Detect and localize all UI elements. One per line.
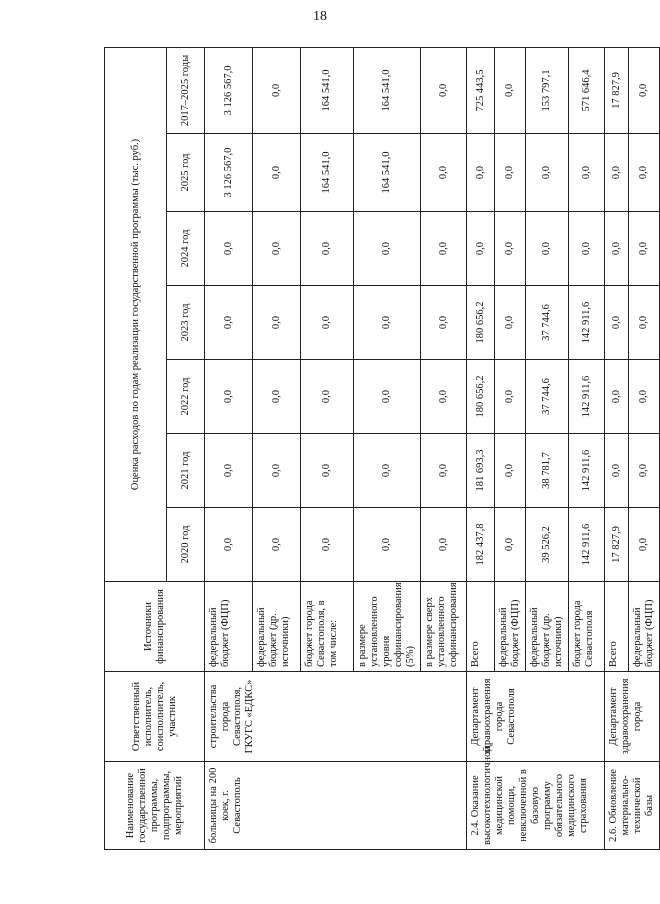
header-year: 2025 год bbox=[167, 134, 205, 212]
value-cell: 0,0 bbox=[495, 212, 526, 286]
source-cell: бюджет города Севастополя bbox=[569, 582, 605, 672]
table-row bbox=[205, 47, 253, 849]
value-cell: 0,0 bbox=[605, 212, 629, 286]
value-cell: 0,0 bbox=[629, 286, 660, 360]
header-year: 2022 год bbox=[167, 360, 205, 434]
value-cell: 0,0 bbox=[301, 286, 354, 360]
source-cell: федеральный бюджет (др. источники) bbox=[253, 582, 301, 672]
value-cell: 0,0 bbox=[301, 434, 354, 508]
value-cell: 142 911,6 bbox=[569, 508, 605, 582]
value-cell: 17 827,9 bbox=[605, 47, 629, 133]
value-cell: 0,0 bbox=[467, 212, 495, 286]
source-cell: Всего bbox=[605, 582, 629, 672]
value-cell: 0,0 bbox=[421, 47, 467, 133]
value-cell: 0,0 bbox=[354, 212, 421, 286]
value-cell: 182 437,8 bbox=[467, 508, 495, 582]
source-cell: федеральный бюджет (ФЦП) bbox=[205, 582, 253, 672]
block2-name: 2.4. Оказание высокотехнологичной медицинской помощи, невключенной в базовую программу обязательного медицинского страхования bbox=[467, 762, 605, 850]
value-cell: 0,0 bbox=[354, 286, 421, 360]
header-year: 2017–2025 годы bbox=[167, 47, 205, 133]
header-source: Источники финансирования bbox=[105, 582, 205, 672]
value-cell: 0,0 bbox=[205, 508, 253, 582]
value-cell: 0,0 bbox=[569, 212, 605, 286]
value-cell: 0,0 bbox=[605, 134, 629, 212]
value-cell: 0,0 bbox=[495, 134, 526, 212]
value-cell: 38 781,7 bbox=[526, 434, 569, 508]
page-number: 18 bbox=[313, 9, 327, 24]
value-cell: 0,0 bbox=[253, 434, 301, 508]
value-cell: 0,0 bbox=[629, 434, 660, 508]
rotated-table-container bbox=[104, 48, 655, 850]
header-year: 2021 год bbox=[167, 434, 205, 508]
value-cell: 0,0 bbox=[354, 360, 421, 434]
value-cell: 0,0 bbox=[354, 434, 421, 508]
value-cell: 39 526,2 bbox=[526, 508, 569, 582]
value-cell: 164 541,0 bbox=[354, 47, 421, 133]
value-cell: 0,0 bbox=[301, 508, 354, 582]
value-cell: 0,0 bbox=[495, 47, 526, 133]
value-cell: 0,0 bbox=[421, 212, 467, 286]
value-cell: 0,0 bbox=[354, 508, 421, 582]
block1-name: больницы на 200 коек, г. Севастополь bbox=[205, 762, 467, 850]
value-cell: 0,0 bbox=[205, 360, 253, 434]
value-cell: 0,0 bbox=[301, 212, 354, 286]
value-cell: 0,0 bbox=[605, 360, 629, 434]
block3-name: 2.6. Обновление материально-технической базы bbox=[605, 762, 660, 850]
header-year: 2020 год bbox=[167, 508, 205, 582]
value-cell: 0,0 bbox=[253, 47, 301, 133]
value-cell: 0,0 bbox=[526, 134, 569, 212]
value-cell: 0,0 bbox=[495, 508, 526, 582]
value-cell: 142 911,6 bbox=[569, 286, 605, 360]
block2-executor: Департамент здравоохранения города Севастополя bbox=[467, 672, 605, 762]
value-cell: 0,0 bbox=[421, 508, 467, 582]
source-cell: федеральный бюджет (ФЦП) bbox=[495, 582, 526, 672]
value-cell: 180 656,2 bbox=[467, 286, 495, 360]
value-cell: 181 693,3 bbox=[467, 434, 495, 508]
source-cell: в размере установленного уровня софинансирования (5%) bbox=[354, 582, 421, 672]
value-cell: 0,0 bbox=[495, 360, 526, 434]
value-cell: 0,0 bbox=[467, 134, 495, 212]
header-year: 2024 год bbox=[167, 212, 205, 286]
value-cell: 0,0 bbox=[421, 434, 467, 508]
value-cell: 0,0 bbox=[629, 360, 660, 434]
value-cell: 0,0 bbox=[253, 360, 301, 434]
value-cell: 153 797,1 bbox=[526, 47, 569, 133]
value-cell: 0,0 bbox=[526, 212, 569, 286]
value-cell: 0,0 bbox=[253, 286, 301, 360]
value-cell: 142 911,6 bbox=[569, 434, 605, 508]
value-cell: 180 656,2 bbox=[467, 360, 495, 434]
value-cell: 37 744,6 bbox=[526, 286, 569, 360]
value-cell: 0,0 bbox=[421, 360, 467, 434]
value-cell: 0,0 bbox=[495, 286, 526, 360]
value-cell: 37 744,6 bbox=[526, 360, 569, 434]
financing-table bbox=[104, 47, 660, 850]
source-cell: федеральный бюджет (ФЦП) bbox=[629, 582, 660, 672]
value-cell: 0,0 bbox=[205, 434, 253, 508]
value-cell: 725 443,5 bbox=[467, 47, 495, 133]
value-cell: 164 541,0 bbox=[301, 134, 354, 212]
table-row bbox=[605, 47, 629, 849]
value-cell: 0,0 bbox=[629, 212, 660, 286]
source-cell: федеральный бюджет (др. источники) bbox=[526, 582, 569, 672]
value-cell: 0,0 bbox=[605, 286, 629, 360]
value-cell: 17 827,9 bbox=[605, 508, 629, 582]
header-executor: Ответственный исполнитель, соисполнитель, участник bbox=[105, 672, 205, 762]
value-cell: 3 126 567,0 bbox=[205, 134, 253, 212]
source-cell: бюджет города Севастополя, в том числе: bbox=[301, 582, 354, 672]
value-cell: 142 911,6 bbox=[569, 360, 605, 434]
value-cell: 0,0 bbox=[253, 508, 301, 582]
value-cell: 0,0 bbox=[205, 212, 253, 286]
value-cell: 0,0 bbox=[629, 47, 660, 133]
source-cell: Всего bbox=[467, 582, 495, 672]
value-cell: 571 646,4 bbox=[569, 47, 605, 133]
source-cell: в размере сверх установленного софинансирования bbox=[421, 582, 467, 672]
block3-executor: Департамент здравоохранения города bbox=[605, 672, 660, 762]
rotated-table-landscape bbox=[104, 48, 655, 850]
value-cell: 164 541,0 bbox=[354, 134, 421, 212]
block1-executor: строительства города Севастополя, ГКУГС «ЕДКС» bbox=[205, 672, 467, 762]
value-cell: 0,0 bbox=[421, 286, 467, 360]
value-cell: 0,0 bbox=[495, 434, 526, 508]
value-cell: 0,0 bbox=[629, 134, 660, 212]
value-cell: 164 541,0 bbox=[301, 47, 354, 133]
value-cell: 0,0 bbox=[421, 134, 467, 212]
header-year: 2023 год bbox=[167, 286, 205, 360]
value-cell: 0,0 bbox=[253, 212, 301, 286]
value-cell: 0,0 bbox=[629, 508, 660, 582]
header-estimate: Оценка расходов по годам реализации государственной программы (тыс. руб.) bbox=[105, 47, 167, 581]
value-cell: 0,0 bbox=[205, 286, 253, 360]
value-cell: 0,0 bbox=[301, 360, 354, 434]
value-cell: 0,0 bbox=[569, 134, 605, 212]
value-cell: 3 126 567,0 bbox=[205, 47, 253, 133]
header-name: Наименование государственной программы, подпрограммы, мероприятий bbox=[105, 762, 205, 850]
value-cell: 0,0 bbox=[605, 434, 629, 508]
value-cell: 0,0 bbox=[253, 134, 301, 212]
table-row bbox=[467, 47, 495, 849]
